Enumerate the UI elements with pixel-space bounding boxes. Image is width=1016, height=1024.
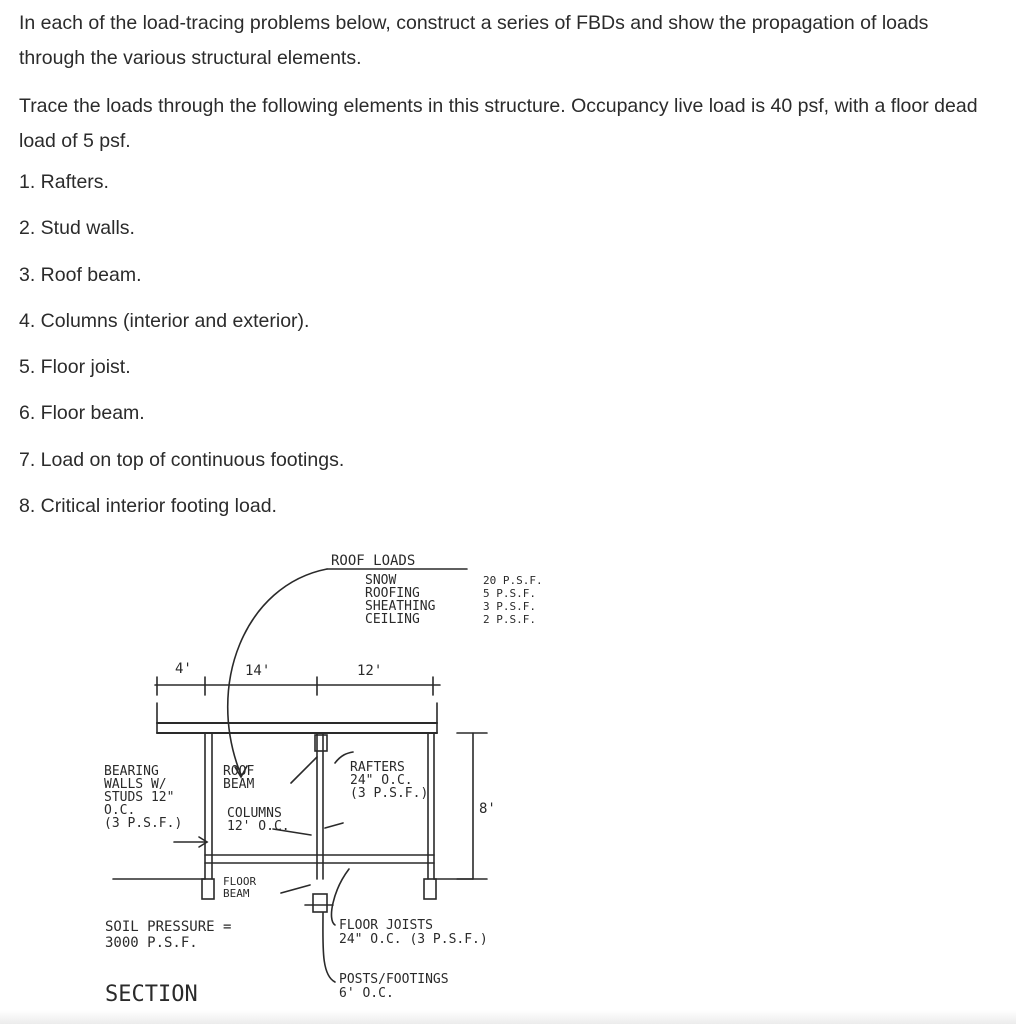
posts-footings-label: POSTS/FOOTINGS (339, 972, 449, 987)
dim-4ft: 4' (175, 661, 192, 677)
rafters-label: RAFTERS (350, 760, 405, 775)
bearing-walls-label: BEARING (104, 764, 159, 779)
floor-joists-label: FLOOR JOISTS (339, 918, 433, 933)
list-item: 6. Floor beam. (19, 402, 145, 425)
roof-loads-title: ROOF LOADS (331, 553, 416, 569)
question-paragraph: Trace the loads through the following elements in this structure. Occupancy live load is 40 psf, with a floor dead load of 5 psf. (19, 95, 978, 152)
list-item: 7. Load on top of continuous footings. (19, 448, 345, 471)
section-label: SECTION (105, 982, 198, 1007)
list-item: 1. Rafters. (19, 171, 109, 193)
list-item: 4. Columns (interior and exterior). (19, 309, 310, 332)
roof-load-value: 20 P.S.F. (483, 574, 543, 587)
bearing-walls-label: O.C. (104, 803, 136, 818)
rafters-label: 24" O.C. (350, 773, 413, 788)
list-item: 8. Critical interior footing load. (19, 495, 277, 518)
soil-pressure-label: SOIL PRESSURE = (105, 919, 232, 935)
dim-12ft: 12' (357, 663, 383, 679)
dim-8ft: 8' (479, 801, 496, 817)
floor-beam-label: FLOOR (223, 875, 257, 888)
dim-14ft: 14' (245, 663, 271, 679)
intro-paragraph: In each of the load-tracing problems below, construct a series of FBDs and show the propagation of loads through the various structural elements. (19, 12, 929, 69)
list-item: 3. Roof beam. (19, 263, 142, 286)
floor-beam-label: BEAM (223, 887, 250, 900)
posts-footings-label: 6' O.C. (339, 986, 394, 1001)
rafters-label: (3 P.S.F.) (350, 786, 429, 801)
roof-load-name: ROOFING (365, 586, 420, 601)
section-sketch (95, 545, 585, 1020)
list-item: 5. Floor joist. (19, 356, 131, 379)
bearing-walls-label: WALLS W/ (104, 777, 167, 792)
roof-load-value: 5 P.S.F. (483, 587, 536, 600)
roof-load-name: SNOW (365, 573, 397, 588)
roof-load-value: 3 P.S.F. (483, 600, 536, 613)
roof-load-name: CEILING (365, 612, 420, 627)
bearing-walls-label: (3 P.S.F.) (104, 816, 183, 831)
bottom-shade (0, 1010, 1016, 1024)
roof-beam-label: BEAM (223, 777, 255, 792)
element-list (19, 164, 344, 534)
soil-pressure-label: 3000 P.S.F. (105, 935, 198, 951)
columns-label: COLUMNS (227, 806, 282, 821)
columns-label: 12' O.C. (227, 819, 290, 834)
list-item: 2. Stud walls. (19, 217, 135, 240)
roof-load-value: 2 P.S.F. (483, 613, 536, 626)
bearing-walls-label: STUDS 12" (104, 790, 175, 805)
roof-load-name: SHEATHING (365, 599, 436, 614)
floor-joists-label: 24" O.C. (3 P.S.F.) (339, 932, 488, 947)
roof-beam-label: ROOF (223, 764, 255, 779)
